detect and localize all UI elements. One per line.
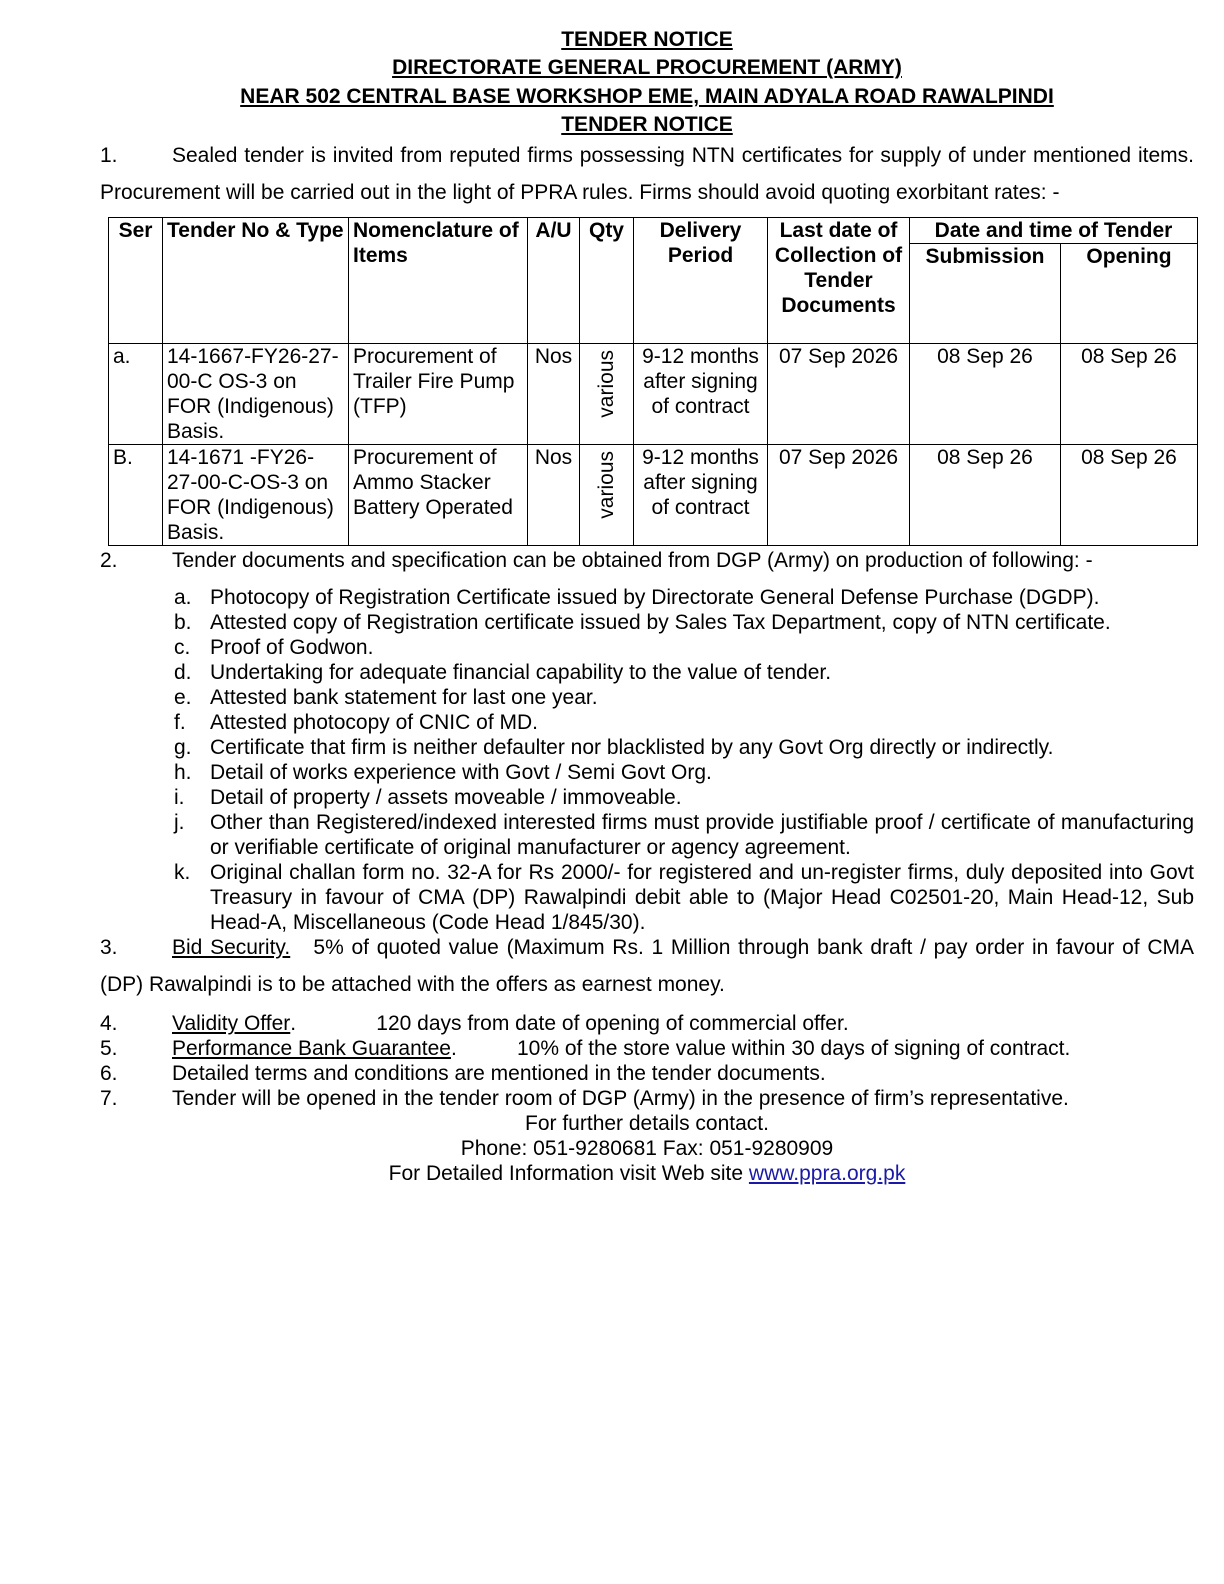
item-text: Other than Registered/indexed interested firms must provide justifiable proof / certificate of manufacturing or verifiable certificate of original manufacturer or agency agreement. — [210, 811, 1194, 859]
para-text: 5% of quoted value (Maximum Rs. 1 Million through bank draft / pay order in favour of CMA (DP) Rawalpindi is to be attached with the offers as earnest money. — [100, 936, 1195, 996]
cell-ser: a. — [109, 344, 163, 445]
header-last-date: Last date of Collection of Tender Documents — [768, 218, 910, 344]
paragraph-5: 5. Performance Bank Guarantee. 10% of the store value within 30 days of signing of contract. — [100, 1037, 1071, 1060]
cell-last-date: 07 Sep 2026 — [768, 445, 910, 546]
validity-label: Validity Offer — [172, 1012, 291, 1035]
cell-nomenclature: Procurement of Ammo Stacker Battery Operated — [349, 445, 528, 546]
cell-delivery: 9-12 months after signing of contract — [634, 344, 768, 445]
item-text: Proof of Godwon. — [210, 636, 374, 659]
header-delivery: Delivery Period — [634, 218, 768, 344]
contact-website-line — [0, 1161, 1224, 1186]
contact-line: For further details contact. — [525, 1112, 769, 1135]
item-text: Detail of works experience with Govt / Semi Govt Org. — [210, 761, 712, 784]
header-qty: Qty — [580, 218, 634, 344]
para-number: 3. — [100, 936, 118, 959]
paragraph-2 — [100, 548, 1194, 573]
para-number: 7. — [100, 1087, 118, 1110]
table-row — [109, 344, 1198, 445]
heading-tender-notice: TENDER NOTICE — [561, 28, 733, 51]
paragraph-7 — [100, 1086, 1194, 1111]
cell-submission: 08 Sep 26 — [910, 344, 1061, 445]
heading-directorate: DIRECTORATE GENERAL PROCUREMENT (ARMY) — [392, 56, 902, 79]
item-letter: a. — [174, 586, 192, 609]
para-text: 10% of the store value within 30 days of signing of contract. — [517, 1037, 1071, 1060]
item-letter: k. — [174, 861, 191, 884]
item-text: Attested copy of Registration certificate issued by Sales Tax Department, copy of NTN certificate. — [210, 611, 1111, 634]
item-letter: i. — [174, 786, 185, 809]
cell-qty — [580, 445, 634, 546]
cell-au: Nos — [528, 445, 580, 546]
item-text: Photocopy of Registration Certificate issued by Directorate General Defense Purchase (DGDP). — [210, 586, 1100, 609]
item-letter: j. — [174, 811, 185, 834]
qty-value: various — [595, 451, 618, 519]
paragraph-6 — [100, 1061, 1194, 1086]
header-au: A/U — [528, 218, 580, 344]
website-prefix: For Detailed Information visit Web site — [388, 1162, 744, 1185]
qty-value: various — [595, 350, 618, 418]
performance-guarantee-label: Performance Bank Guarantee — [172, 1037, 451, 1060]
header-nomenclature: Nomenclature of Items — [349, 218, 528, 344]
bid-security-label: Bid Security. — [172, 936, 291, 959]
cell-submission: 08 Sep 26 — [910, 445, 1061, 546]
cell-delivery: 9-12 months after signing of contract — [634, 445, 768, 546]
para-text: Tender will be opened in the tender room of DGP (Army) in the presence of firm’s representative. — [172, 1087, 1069, 1110]
item-letter: e. — [174, 686, 192, 709]
item-letter: b. — [174, 611, 192, 634]
item-letter: c. — [174, 636, 191, 659]
paragraph-1 — [100, 137, 1194, 211]
cell-au: Nos — [528, 344, 580, 445]
item-letter: g. — [174, 736, 192, 759]
para-number: 2. — [100, 549, 118, 572]
item-text: Undertaking for adequate financial capability to the value of tender. — [210, 661, 832, 684]
tender-table — [108, 217, 1198, 546]
para-number: 5. — [100, 1037, 118, 1060]
cell-opening: 08 Sep 26 — [1061, 344, 1198, 445]
paragraph-4: 4. Validity Offer. 120 days from date of opening of commercial offer. — [100, 1012, 849, 1035]
para-number: 1. — [100, 144, 118, 167]
heading-tender-notice-2: TENDER NOTICE — [561, 113, 733, 136]
para-number: 6. — [100, 1062, 118, 1085]
cell-nomenclature: Procurement of Trailer Fire Pump (TFP) — [349, 344, 528, 445]
header-opening: Opening — [1061, 244, 1198, 344]
item-text: Detail of property / assets moveable / immoveable. — [210, 786, 682, 809]
para-text: Detailed terms and conditions are mentioned in the tender documents. — [172, 1062, 826, 1085]
item-letter: h. — [174, 761, 192, 784]
item-letter: f. — [174, 711, 186, 734]
heading-address: NEAR 502 CENTRAL BASE WORKSHOP EME, MAIN ADYALA ROAD RAWALPINDI — [240, 85, 1054, 108]
header-date-time: Date and time of Tender — [910, 218, 1198, 244]
para-text: Sealed tender is invited from reputed firms possessing NTN certificates for supply of under mentioned items. Procurement will be carried out in the light of PPRA rules. Firms should avoid quoting exorbitant rates: - — [100, 144, 1194, 204]
paragraph-3 — [100, 929, 1194, 1003]
item-letter: d. — [174, 661, 192, 684]
item-text: Original challan form no. 32-A for Rs 2000/- for registered and un-register firms, duly deposited into Govt Treasury in favour of CMA (DP) Rawalpindi debit able to (Major Head C02501-20, Main Head-12, Sub Head-A, Miscellaneous (Code Head 1/845/30). — [210, 861, 1194, 934]
table-row — [109, 445, 1198, 546]
cell-ser: B. — [109, 445, 163, 546]
item-text: Attested bank statement for last one year. — [210, 686, 598, 709]
item-text: Attested photocopy of CNIC of MD. — [210, 711, 538, 734]
cell-opening: 08 Sep 26 — [1061, 445, 1198, 546]
cell-last-date: 07 Sep 2026 — [768, 344, 910, 445]
cell-tender-no: 14-1671 -FY26-27-00-C-OS-3 on FOR (Indigenous) Basis. — [163, 445, 349, 546]
cell-tender-no: 14-1667-FY26-27-00-C OS-3 on FOR (Indigenous) Basis. — [163, 344, 349, 445]
para-text: 120 days from date of opening of commercial offer. — [376, 1012, 849, 1035]
para-number: 4. — [100, 1012, 118, 1035]
website-link[interactable]: www.ppra.org.pk — [748, 1162, 906, 1185]
header-submission: Submission — [910, 244, 1061, 344]
header-tender-no: Tender No & Type — [163, 218, 349, 344]
item-text: Certificate that firm is neither defaulter nor blacklisted by any Govt Org directly or indirectly. — [210, 736, 1054, 759]
header-ser: Ser — [109, 218, 163, 344]
para-text: Tender documents and specification can be obtained from DGP (Army) on production of following: - — [172, 549, 1093, 572]
cell-qty — [580, 344, 634, 445]
contact-phone: Phone: 051-9280681 Fax: 051-9280909 — [460, 1137, 834, 1160]
